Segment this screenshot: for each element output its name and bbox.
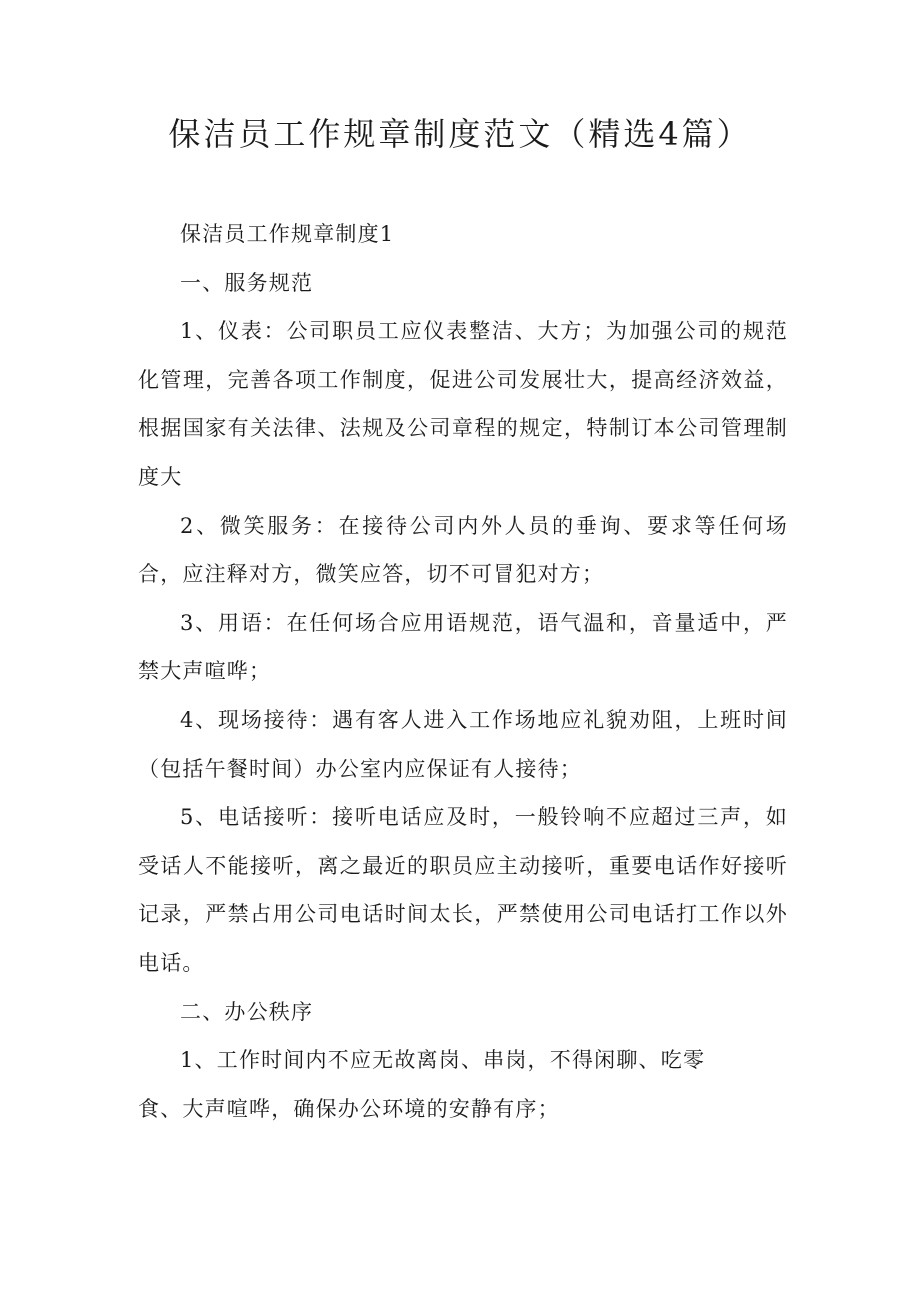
document-body: [138, 210, 788, 1133]
office-order-line-1: 1、工作时间内不应无故离岗、串岗，不得闲聊、吃零: [180, 1048, 706, 1073]
section-heading: 保洁员工作规章制度1: [180, 222, 395, 246]
paragraph-language: 3、用语：在任何场合应用语规范，语气温和，音量适中，严禁大声喧哗；: [138, 610, 788, 684]
office-order-line-2: 食、大声喧哗，确保办公环境的安静有序；: [138, 1096, 560, 1121]
part2-heading: 二、办公秩序: [180, 999, 314, 1024]
paragraph-office-order: [138, 1036, 788, 1133]
document-title: 保洁员工作规章制度范文（精选4篇）: [168, 115, 752, 153]
paragraph-smile-service: 2、微笑服务：在接待公司内外人员的垂询、要求等任何场合，应注释对方，微笑应答，切不可冒犯对方；: [138, 513, 788, 587]
paragraph-reception: 4、现场接待：遇有客人进入工作场地应礼貌劝阻，上班时间（包括午餐时间）办公室内应保证有人接待；: [138, 707, 788, 781]
paragraph-appearance: 1、仪表：公司职员工应仪表整洁、大方；为加强公司的规范化管理，完善各项工作制度，促进公司发展壮大，提高经济效益，根据国家有关法律、法规及公司章程的规定，特制订本公司管理制度大: [138, 319, 788, 489]
part1-heading: 一、服务规范: [180, 270, 314, 295]
paragraph-phone: 5、电话接听：接听电话应及时，一般铃响不应超过三声，如受话人不能接听，离之最近的职员应主动接听，重要电话作好接听记录，严禁占用公司电话时间太长，严禁使用公司电话打工作以外电话。: [138, 805, 788, 975]
